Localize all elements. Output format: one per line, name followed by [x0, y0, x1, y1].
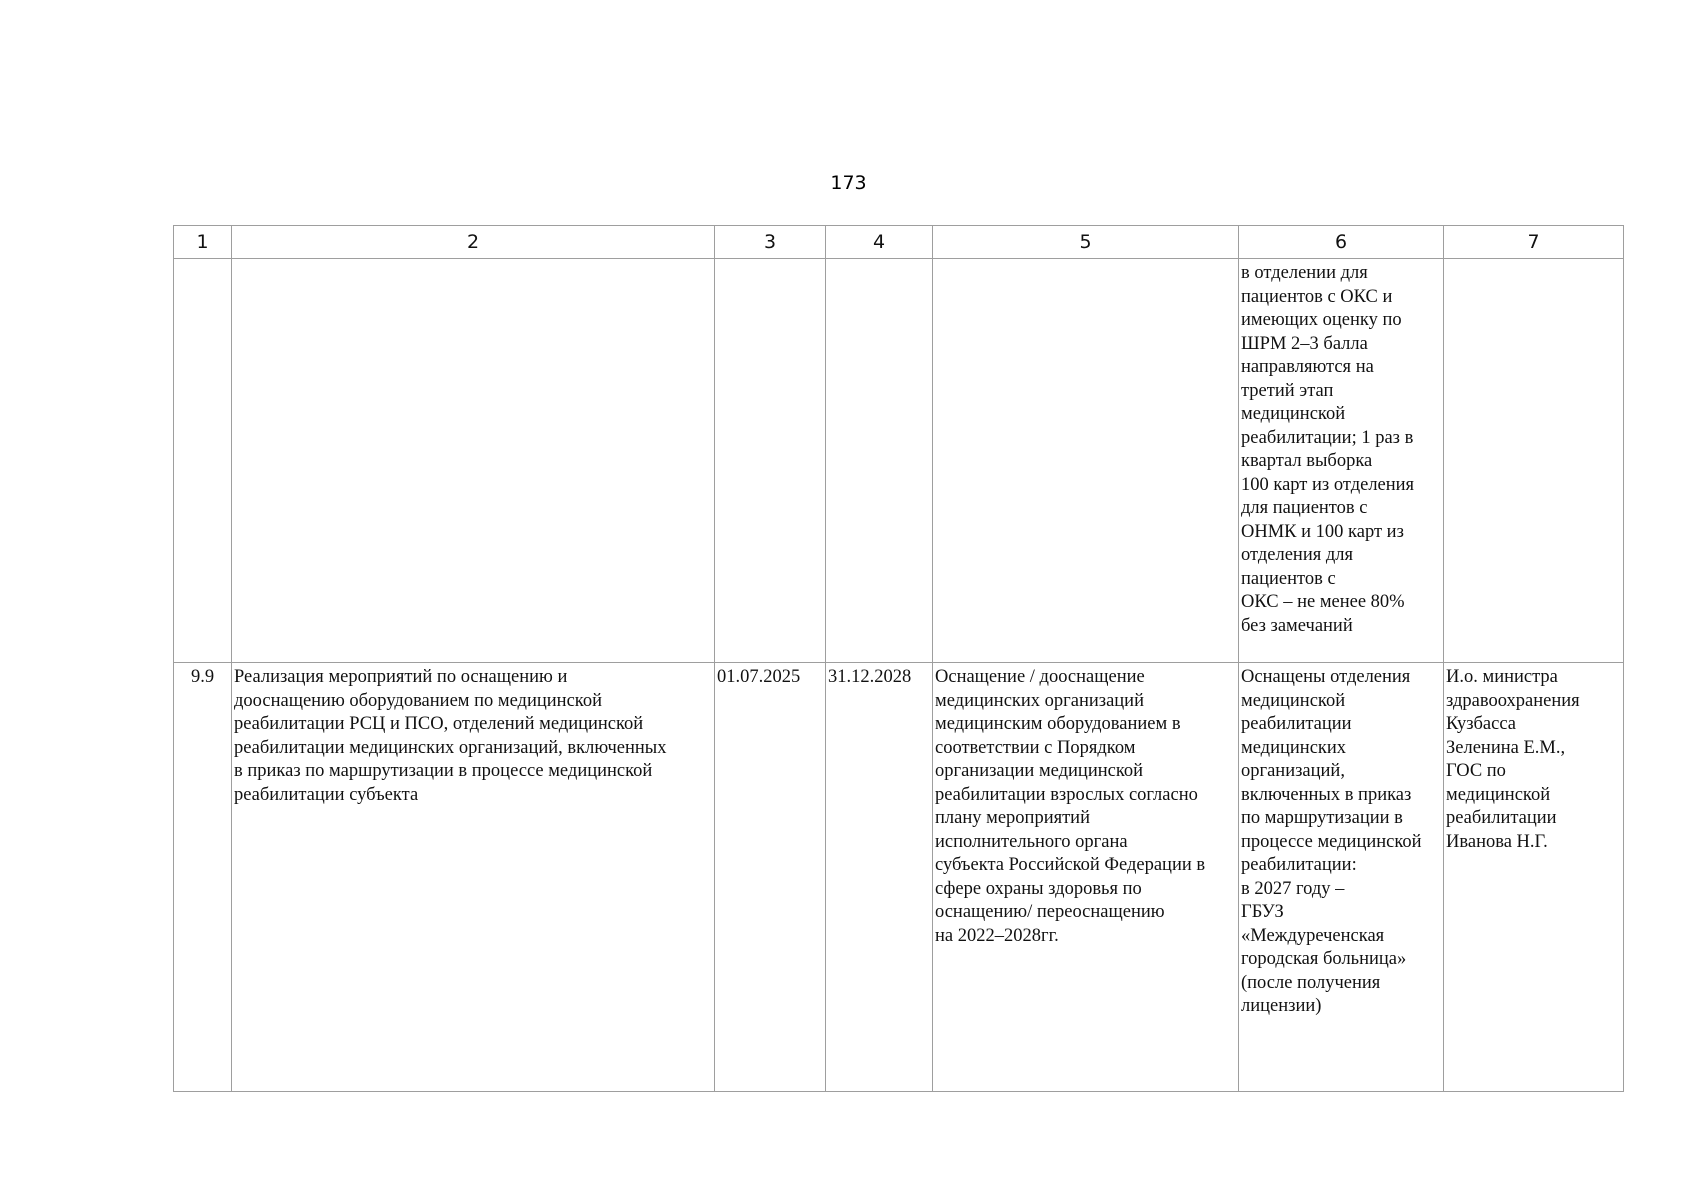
column-header-4: 4	[826, 226, 933, 259]
table-header-row	[174, 226, 1624, 259]
table-row-continuation	[174, 259, 1624, 663]
cell-responsible: И.о. министра здравоохранения Кузбасса Зеленина Е.М., ГОС по медицинской реабилитации Иванова Н.Г.	[1444, 663, 1624, 1092]
cell-number	[174, 259, 232, 663]
cell-result: в отделении для пациентов с ОКС и имеющих оценку по ШРМ 2–3 балла направляются на третий этап медицинской реабилитации; 1 раз в квартал выборка 100 карт из отделения для пациентов с ОНМК и 100 карт из отделения для пациентов с ОКС – не менее 80% без замечаний	[1239, 259, 1444, 663]
plan-table	[173, 225, 1624, 1092]
cell-end-date: 31.12.2028	[826, 663, 933, 1092]
page-number: 173	[830, 172, 867, 194]
cell-activity-name: Реализация мероприятий по оснащению и дооснащению оборудованием по медицинской реабилитации РСЦ и ПСО, отделений медицинской реабилитации медицинских организаций, включенных в приказ по маршрутизации в процессе медицинской реабилитации субъекта	[232, 663, 715, 1092]
column-header-3: 3	[715, 226, 826, 259]
column-header-1: 1	[174, 226, 232, 259]
column-header-6: 6	[1239, 226, 1444, 259]
cell-start-date: 01.07.2025	[715, 663, 826, 1092]
cell-result: Оснащены отделения медицинской реабилитации медицинских организаций, включенных в приказ по маршрутизации в процессе медицинской реабилитации: в 2027 году – ГБУЗ «Междуреченская городская больница» (после получения лицензии)	[1239, 663, 1444, 1092]
column-header-5: 5	[933, 226, 1239, 259]
cell-responsible	[1444, 259, 1624, 663]
cell-description: Оснащение / дооснащение медицинских организаций медицинским оборудованием в соответствии с Порядком организации медицинской реабилитации взрослых согласно плану мероприятий исполнительного органа субъекта Российской Федерации в сфере охраны здоровья по оснащению/ переоснащению на 2022–2028гг.	[933, 663, 1239, 1092]
cell-activity-name	[232, 259, 715, 663]
cell-start-date	[715, 259, 826, 663]
cell-number: 9.9	[174, 663, 232, 1092]
cell-end-date	[826, 259, 933, 663]
table-row-9-9	[174, 663, 1624, 1092]
column-header-2: 2	[232, 226, 715, 259]
cell-description	[933, 259, 1239, 663]
column-header-7: 7	[1444, 226, 1624, 259]
